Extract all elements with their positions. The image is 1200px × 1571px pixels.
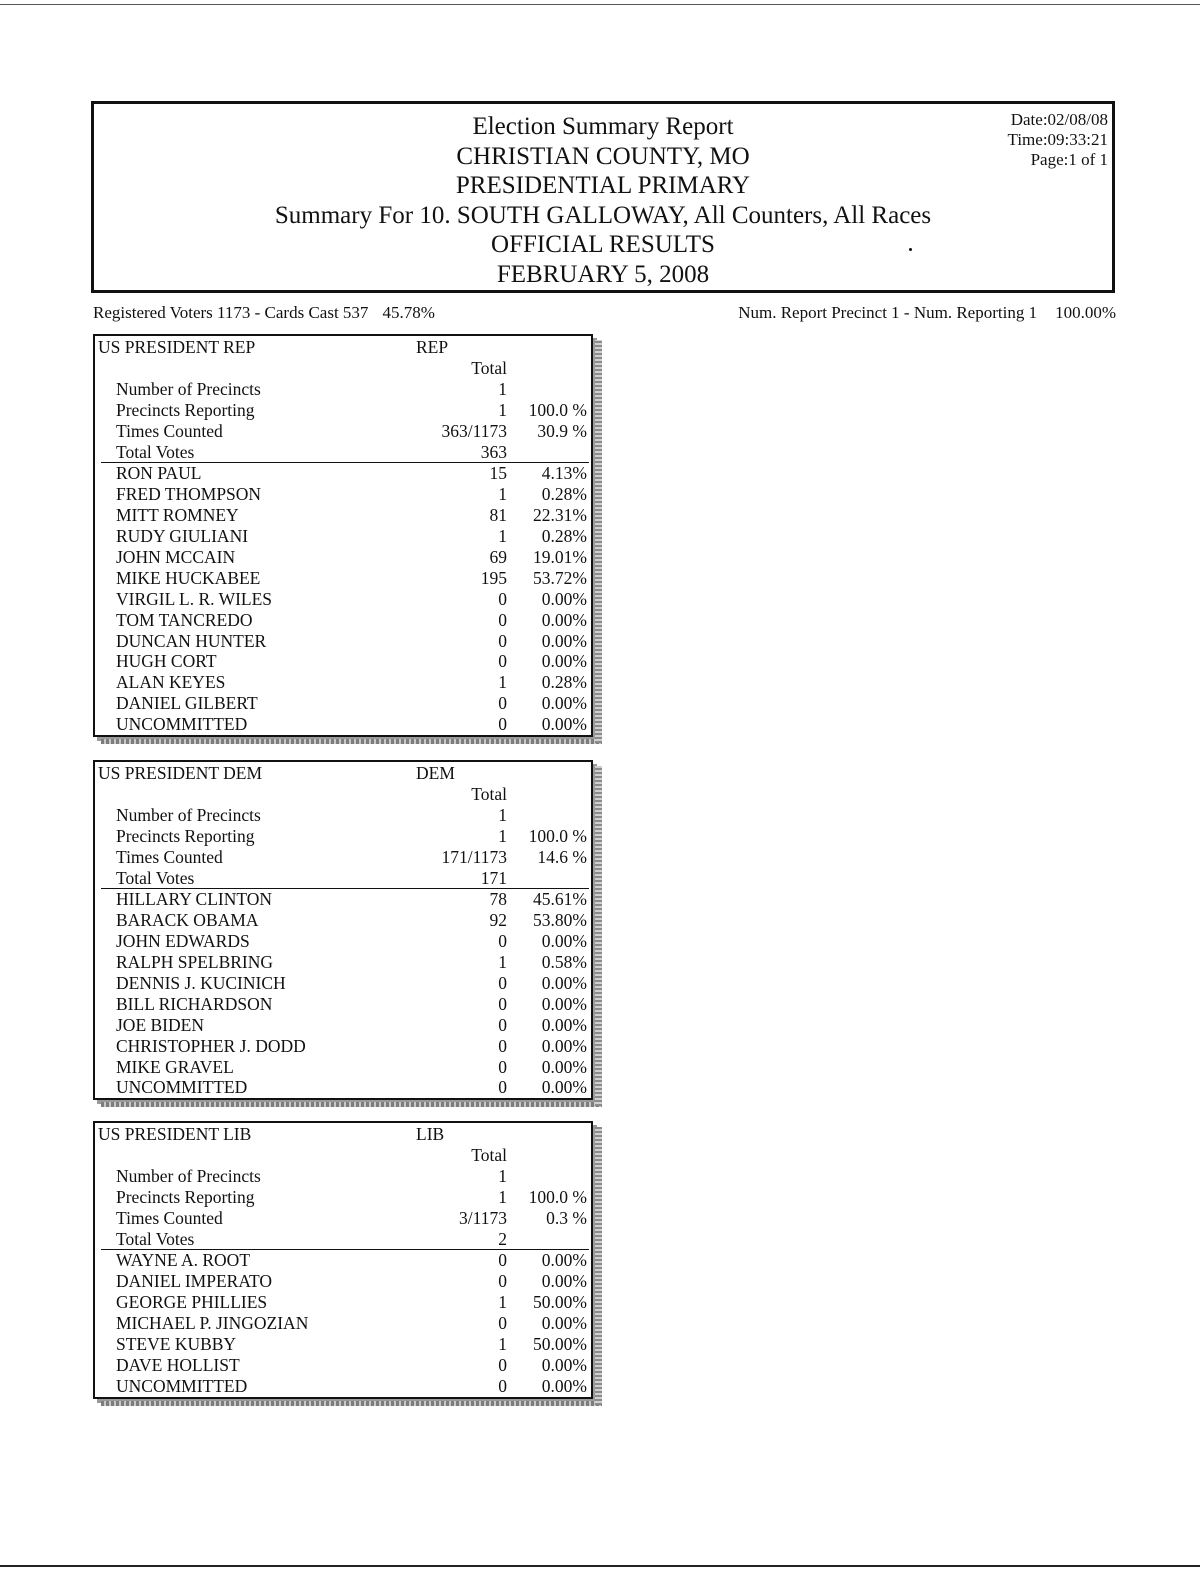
candidate-percent: 0.58% — [541, 952, 587, 973]
candidate-row — [95, 526, 591, 547]
candidate-row — [95, 973, 591, 994]
stat-label: Number of Precincts — [116, 378, 261, 399]
stat-total: 2 — [498, 1228, 507, 1249]
stat-row — [95, 442, 591, 463]
turnout-percent: 45.78% — [382, 303, 435, 322]
candidate-percent: 0.00% — [541, 1035, 587, 1056]
reporting-percent: 100.00% — [1055, 303, 1116, 322]
candidate-percent: 0.00% — [541, 630, 587, 651]
candidate-votes: 195 — [480, 567, 507, 588]
candidate-name: HILLARY CLINTON — [116, 889, 273, 910]
race-title: US PRESIDENT REP — [98, 337, 256, 357]
candidate-name: DENNIS J. KUCINICH — [116, 973, 286, 994]
candidate-row — [95, 463, 591, 484]
candidate-row — [95, 1077, 591, 1098]
total-column-header-row — [95, 358, 591, 379]
candidate-votes: 1 — [498, 1334, 507, 1355]
candidate-percent: 0.00% — [541, 1271, 587, 1292]
candidate-name: DAVE HOLLIST — [116, 1354, 240, 1375]
candidate-votes: 0 — [498, 1035, 507, 1056]
candidate-percent: 45.61% — [533, 889, 587, 910]
stat-row — [95, 805, 591, 826]
candidate-row — [95, 1057, 591, 1078]
candidate-percent: 0.00% — [541, 1250, 587, 1271]
candidate-row — [95, 1355, 591, 1376]
candidate-name: FRED THOMPSON — [116, 484, 262, 505]
race-party: DEM — [416, 763, 455, 783]
stat-row — [95, 1229, 591, 1250]
candidate-votes: 1 — [498, 952, 507, 973]
stat-row — [95, 379, 591, 400]
candidate-name: RON PAUL — [116, 463, 202, 484]
stat-percent: 100.0 % — [528, 1186, 587, 1207]
stat-total: 1 — [498, 378, 507, 399]
candidate-row — [95, 931, 591, 952]
stat-label: Number of Precincts — [116, 804, 261, 825]
stat-total: 1 — [498, 1165, 507, 1186]
total-column-header: Total — [471, 784, 507, 804]
candidate-percent: 0.00% — [541, 931, 587, 952]
candidate-votes: 0 — [498, 1014, 507, 1035]
candidate-row — [95, 1334, 591, 1355]
stat-label: Total Votes — [116, 441, 195, 462]
stat-percent: 0.3 % — [546, 1207, 587, 1228]
results-status: OFFICIAL RESULTS — [491, 231, 715, 259]
candidate-name: JOHN EDWARDS — [116, 931, 250, 952]
candidate-votes: 81 — [489, 505, 507, 526]
race-header — [95, 1123, 591, 1145]
candidate-row — [95, 889, 591, 910]
race-party: REP — [416, 337, 449, 357]
candidate-row — [95, 484, 591, 505]
candidate-votes: 0 — [498, 931, 507, 952]
precinct-reporting-line — [738, 303, 1116, 323]
candidate-name: GEORGE PHILLIES — [116, 1292, 268, 1313]
stat-label: Precincts Reporting — [116, 399, 255, 420]
candidate-percent: 0.28% — [541, 672, 587, 693]
candidate-name: DANIEL GILBERT — [116, 693, 258, 714]
candidate-row — [95, 1015, 591, 1036]
candidate-percent: 50.00% — [533, 1292, 587, 1313]
candidate-percent: 0.00% — [541, 693, 587, 714]
stat-total: 363/1173 — [441, 420, 507, 441]
stat-total: 1 — [498, 399, 507, 420]
candidate-name: DUNCAN HUNTER — [116, 630, 267, 651]
candidate-votes: 0 — [498, 1250, 507, 1271]
stat-percent: 14.6 % — [537, 846, 587, 867]
candidate-votes: 1 — [498, 526, 507, 547]
candidate-percent: 0.00% — [541, 973, 587, 994]
candidate-name: ALAN KEYES — [116, 672, 226, 693]
candidate-row — [95, 672, 591, 693]
candidate-name: BILL RICHARDSON — [116, 993, 273, 1014]
candidate-row — [95, 505, 591, 526]
candidate-name: HUGH CORT — [116, 651, 217, 672]
candidate-name: MIKE HUCKABEE — [116, 567, 261, 588]
candidate-name: UNCOMMITTED — [116, 1077, 248, 1098]
stat-row — [95, 1166, 591, 1187]
race-title: US PRESIDENT DEM — [98, 763, 263, 783]
candidate-percent: 4.13% — [541, 463, 587, 484]
candidate-percent: 22.31% — [533, 505, 587, 526]
stat-label: Total Votes — [116, 867, 195, 888]
report-page: Page:1 of 1 — [1030, 150, 1108, 169]
candidate-percent: 0.28% — [541, 484, 587, 505]
stat-row — [95, 1208, 591, 1229]
report-meta — [1008, 110, 1108, 170]
candidate-votes: 1 — [498, 484, 507, 505]
candidate-name: TOM TANCREDO — [116, 609, 253, 630]
candidate-votes: 0 — [498, 973, 507, 994]
stat-total: 363 — [480, 441, 507, 462]
precinct-reporting-text: Num. Report Precinct 1 - Num. Reporting 1 — [738, 303, 1038, 322]
registered-voters-text: Registered Voters 1173 - Cards Cast 537 — [93, 303, 369, 322]
stat-label: Precincts Reporting — [116, 825, 255, 846]
stat-total: 1 — [498, 825, 507, 846]
candidate-votes: 0 — [498, 693, 507, 714]
candidate-percent: 0.00% — [541, 1077, 587, 1098]
race-header — [95, 336, 591, 358]
stat-row — [95, 421, 591, 442]
county-name: CHRISTIAN COUNTY, MO — [456, 142, 750, 170]
candidate-row — [95, 589, 591, 610]
candidate-row — [95, 631, 591, 652]
race-party: LIB — [416, 1124, 445, 1144]
stat-row — [95, 400, 591, 421]
candidate-name: BARACK OBAMA — [116, 910, 259, 931]
stat-percent: 100.0 % — [528, 825, 587, 846]
election-date: FEBRUARY 5, 2008 — [496, 260, 710, 288]
candidate-row — [95, 1036, 591, 1057]
candidate-votes: 69 — [489, 547, 507, 568]
candidate-name: CHRISTOPHER J. DODD — [116, 1035, 306, 1056]
stat-percent: 100.0 % — [528, 399, 587, 420]
candidate-percent: 0.00% — [541, 714, 587, 735]
candidate-name: RUDY GIULIANI — [116, 526, 249, 547]
stat-label: Times Counted — [116, 1207, 223, 1228]
candidate-name: UNCOMMITTED — [116, 1375, 248, 1396]
stat-row — [95, 868, 591, 889]
candidate-votes: 0 — [498, 1313, 507, 1334]
scan-edge-bottom — [0, 1565, 1200, 1567]
candidate-row — [95, 693, 591, 714]
candidate-votes: 0 — [498, 1271, 507, 1292]
stat-label: Precincts Reporting — [116, 1186, 255, 1207]
candidate-percent: 53.80% — [533, 910, 587, 931]
summary-scope: Summary For 10. SOUTH GALLOWAY, All Counters, All Races — [274, 201, 932, 229]
candidate-percent: 0.28% — [541, 526, 587, 547]
stat-row — [95, 826, 591, 847]
candidate-row — [95, 1376, 591, 1397]
candidate-percent: 0.00% — [541, 609, 587, 630]
candidate-row — [95, 568, 591, 589]
candidate-percent: 0.00% — [541, 1354, 587, 1375]
race-box-lib — [93, 1121, 593, 1399]
candidate-row — [95, 651, 591, 672]
candidate-name: JOHN MCCAIN — [116, 547, 236, 568]
candidate-votes: 1 — [498, 1292, 507, 1313]
candidate-row — [95, 1250, 591, 1271]
scan-edge-top — [0, 4, 1200, 5]
candidate-percent: 0.00% — [541, 1056, 587, 1077]
stat-total: 1 — [498, 1186, 507, 1207]
candidate-votes: 0 — [498, 1354, 507, 1375]
candidate-votes: 0 — [498, 651, 507, 672]
candidate-name: MITT ROMNEY — [116, 505, 239, 526]
candidate-row — [95, 910, 591, 931]
candidate-name: STEVE KUBBY — [116, 1334, 237, 1355]
stat-row — [95, 1187, 591, 1208]
candidate-votes: 0 — [498, 1077, 507, 1098]
report-date: Date:02/08/08 — [1010, 110, 1108, 129]
scan-speck — [909, 248, 912, 251]
candidate-percent: 0.00% — [541, 1313, 587, 1334]
candidate-row — [95, 610, 591, 631]
candidate-votes: 1 — [498, 672, 507, 693]
candidate-percent: 19.01% — [533, 547, 587, 568]
stat-label: Number of Precincts — [116, 1165, 261, 1186]
candidate-percent: 0.00% — [541, 1014, 587, 1035]
candidate-votes: 0 — [498, 714, 507, 735]
stat-total: 1 — [498, 804, 507, 825]
candidate-name: UNCOMMITTED — [116, 714, 248, 735]
candidate-name: JOE BIDEN — [116, 1014, 204, 1035]
report-time: Time:09:33:21 — [1007, 130, 1108, 149]
total-column-header: Total — [471, 358, 507, 378]
stat-row — [95, 847, 591, 868]
stat-label: Total Votes — [116, 1228, 195, 1249]
report-title: Election Summary Report — [472, 113, 734, 140]
candidate-percent: 53.72% — [533, 567, 587, 588]
stat-percent: 30.9 % — [537, 420, 587, 441]
race-box-dem — [93, 760, 593, 1100]
candidate-row — [95, 952, 591, 973]
candidate-name: VIRGIL L. R. WILES — [116, 588, 273, 609]
candidate-percent: 50.00% — [533, 1334, 587, 1355]
candidate-name: RALPH SPELBRING — [116, 952, 274, 973]
candidate-percent: 0.00% — [541, 993, 587, 1014]
candidate-row — [95, 1313, 591, 1334]
race-header — [95, 762, 591, 784]
total-column-header-row — [95, 1145, 591, 1166]
stat-total: 171 — [480, 867, 507, 888]
candidate-votes: 0 — [498, 1056, 507, 1077]
candidate-percent: 0.00% — [541, 588, 587, 609]
candidate-votes: 0 — [498, 588, 507, 609]
candidate-votes: 0 — [498, 630, 507, 651]
candidate-name: MIKE GRAVEL — [116, 1056, 234, 1077]
candidate-row — [95, 547, 591, 568]
stat-total: 3/1173 — [459, 1207, 507, 1228]
registered-voters-line — [93, 303, 435, 323]
candidate-percent: 0.00% — [541, 651, 587, 672]
stat-total: 171/1173 — [441, 846, 507, 867]
stat-label: Times Counted — [116, 846, 223, 867]
report-title-block — [94, 112, 1112, 290]
total-column-header-row — [95, 784, 591, 805]
candidate-votes: 0 — [498, 993, 507, 1014]
race-title: US PRESIDENT LIB — [98, 1124, 252, 1144]
candidate-row — [95, 1271, 591, 1292]
stat-label: Times Counted — [116, 420, 223, 441]
candidate-votes: 15 — [489, 463, 507, 484]
total-column-header: Total — [471, 1145, 507, 1165]
candidate-votes: 78 — [489, 889, 507, 910]
election-name: PRESIDENTIAL PRIMARY — [455, 172, 751, 200]
race-box-rep — [93, 334, 593, 737]
candidate-name: DANIEL IMPERATO — [116, 1271, 273, 1292]
candidate-votes: 0 — [498, 609, 507, 630]
candidate-votes: 92 — [489, 910, 507, 931]
report-header — [91, 101, 1115, 293]
candidate-votes: 0 — [498, 1375, 507, 1396]
candidate-row — [95, 714, 591, 735]
candidate-row — [95, 994, 591, 1015]
candidate-name: WAYNE A. ROOT — [116, 1250, 251, 1271]
candidate-row — [95, 1292, 591, 1313]
candidate-name: MICHAEL P. JINGOZIAN — [116, 1313, 309, 1334]
candidate-percent: 0.00% — [541, 1375, 587, 1396]
